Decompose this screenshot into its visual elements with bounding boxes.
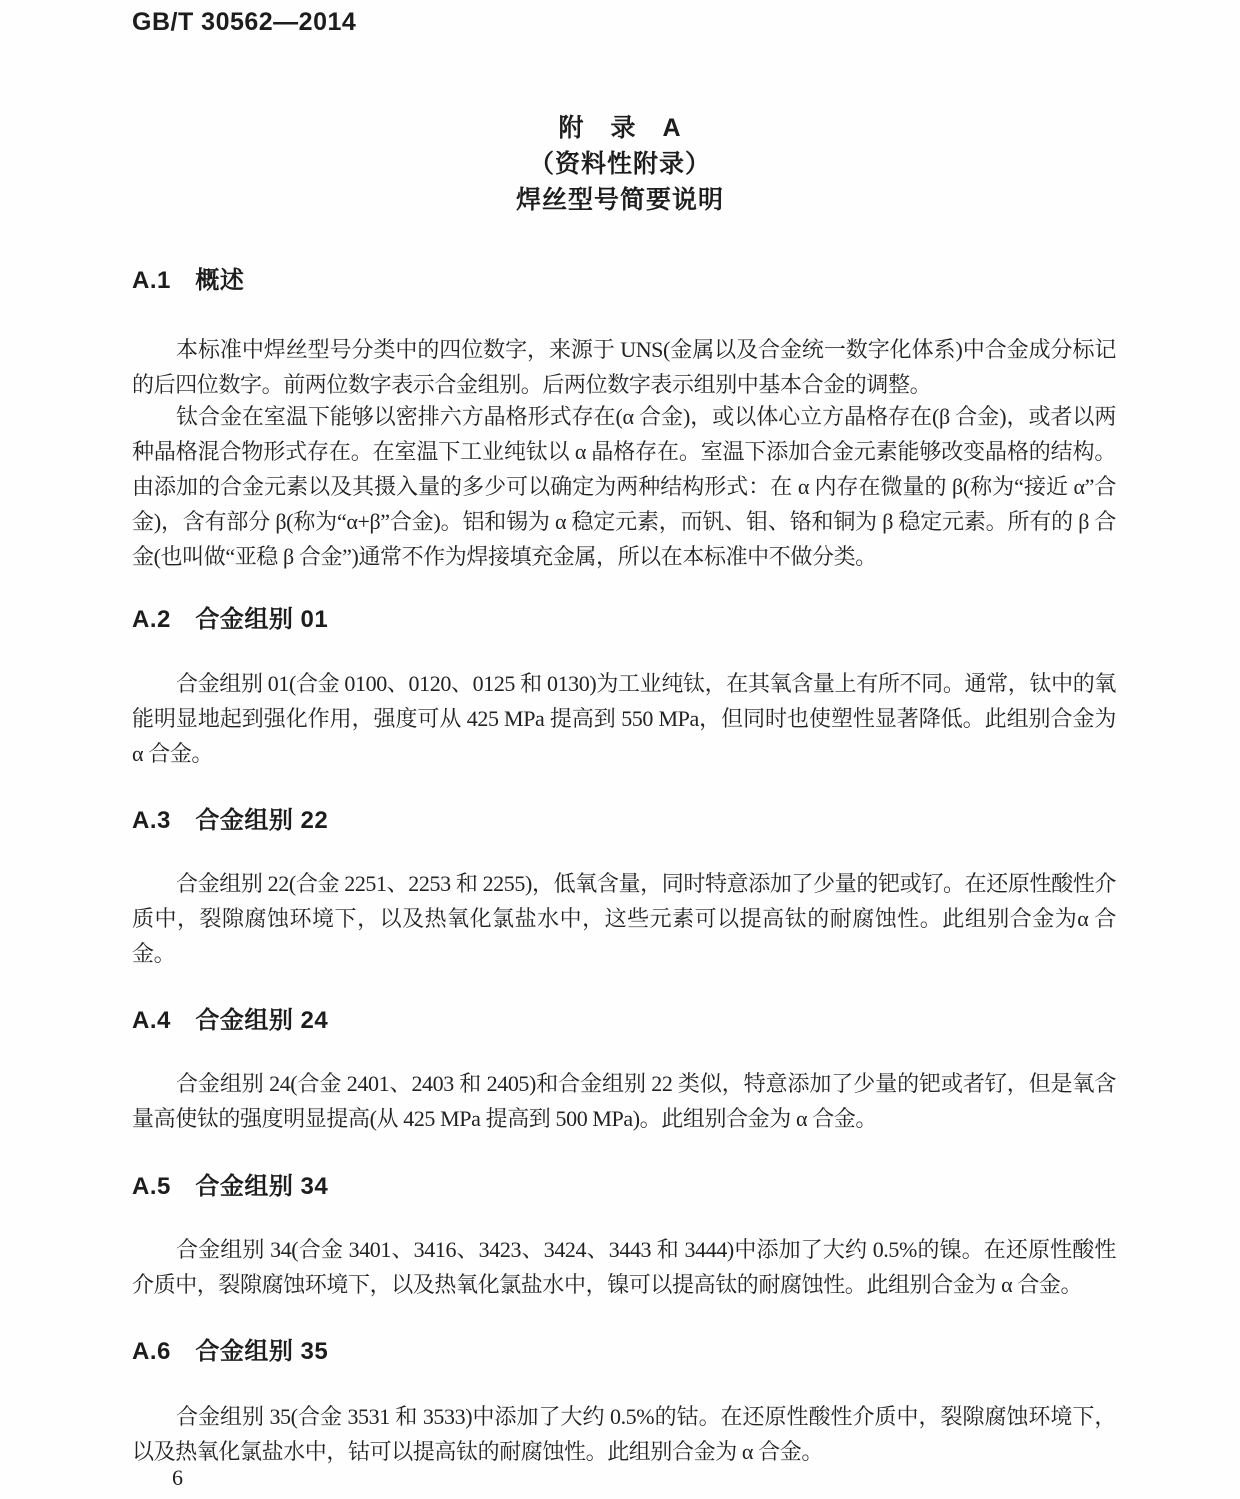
standard-number: GB/T 30562—2014 — [132, 8, 357, 36]
section-heading-a1: A.1 概述 — [132, 267, 245, 294]
paragraph-a3: 合金组别 22(合金 2251、2253 和 2255)，低氧含量，同时特意添加了少量的钯或钌。在还原性酸性介质中，裂隙腐蚀环境下，以及热氧化氯盐水中，这些元素可以提高钛的耐腐蚀性。此组别合金为α 合金。 — [132, 871, 1116, 966]
section-heading-a2: A.2 合金组别 01 — [132, 606, 329, 633]
paragraph-a2: 合金组别 01(合金 0100、0120、0125 和 0130)为工业纯钛，在其氧含量上有所不同。通常，钛中的氧能明显地起到强化作用，强度可从 425 MPa 提高到 550 MPa，但同时也使塑性显著降低。此组别合金为 α 合金。 — [132, 671, 1116, 766]
page-number: 6 — [172, 1465, 183, 1490]
appendix-type: （资料性附录） — [528, 150, 711, 178]
paragraph-a6: 合金组别 35(合金 3531 和 3533)中添加了大约 0.5%的钴。在还原性酸性介质中，裂隙腐蚀环境下，以及热氧化氯盐水中，钴可以提高钛的耐腐蚀性。此组别合金为 α 合金。 — [132, 1404, 1116, 1464]
section-heading-a4: A.4 合金组别 24 — [132, 1007, 329, 1034]
paragraph-a1-1: 本标准中焊丝型号分类中的四位数字，来源于 UNS(金属以及合金统一数字化体系)中合金成分标记的后四位数字。前两位数字表示合金组别。后两位数字表示组别中基本合金的调整。 — [132, 337, 1116, 397]
appendix-title-block — [0, 110, 1240, 218]
appendix-label: 附 录 A — [558, 114, 682, 142]
paragraph-a4: 合金组别 24(合金 2401、2403 和 2405)和合金组别 22 类似，特意添加了少量的钯或者钌，但是氧含量高使钛的强度明显提高(从 425 MPa 提高到 500 MPa)。此组别合金为 α 合金。 — [132, 1071, 1116, 1131]
section-heading-a6: A.6 合金组别 35 — [132, 1338, 329, 1365]
paragraph-a5: 合金组别 34(合金 3401、3416、3423、3424、3443 和 3444)中添加了大约 0.5%的镍。在还原性酸性介质中，裂隙腐蚀环境下，以及热氧化氯盐水中，镍可以提高钛的耐腐蚀性。此组别合金为 α 合金。 — [132, 1237, 1116, 1297]
appendix-subject: 焊丝型号简要说明 — [515, 186, 724, 214]
paragraph-a1-2: 钛合金在室温下能够以密排六方晶格形式存在(α 合金)，或以体心立方晶格存在(β 合金)，或者以两种晶格混合物形式存在。在室温下工业纯钛以 α 晶格存在。室温下添加合金元素能够改变晶格的结构。由添加的合金元素以及其摄入量的多少可以确定为两种结构形式：在 α 内存在微量的 β(称为“接近 α”合金)，含有部分 β(称为“α+β”合金)。铝和锡为 α 稳定元素，而钒、钼、铬和铜为 β 稳定元素。所有的 β 合金(也叫做“亚稳 β 合金”)通常不作为焊接填充金属，所以在本标准中不做分类。 — [132, 404, 1116, 569]
section-heading-a5: A.5 合金组别 34 — [132, 1173, 329, 1200]
section-heading-a3: A.3 合金组别 22 — [132, 807, 329, 834]
